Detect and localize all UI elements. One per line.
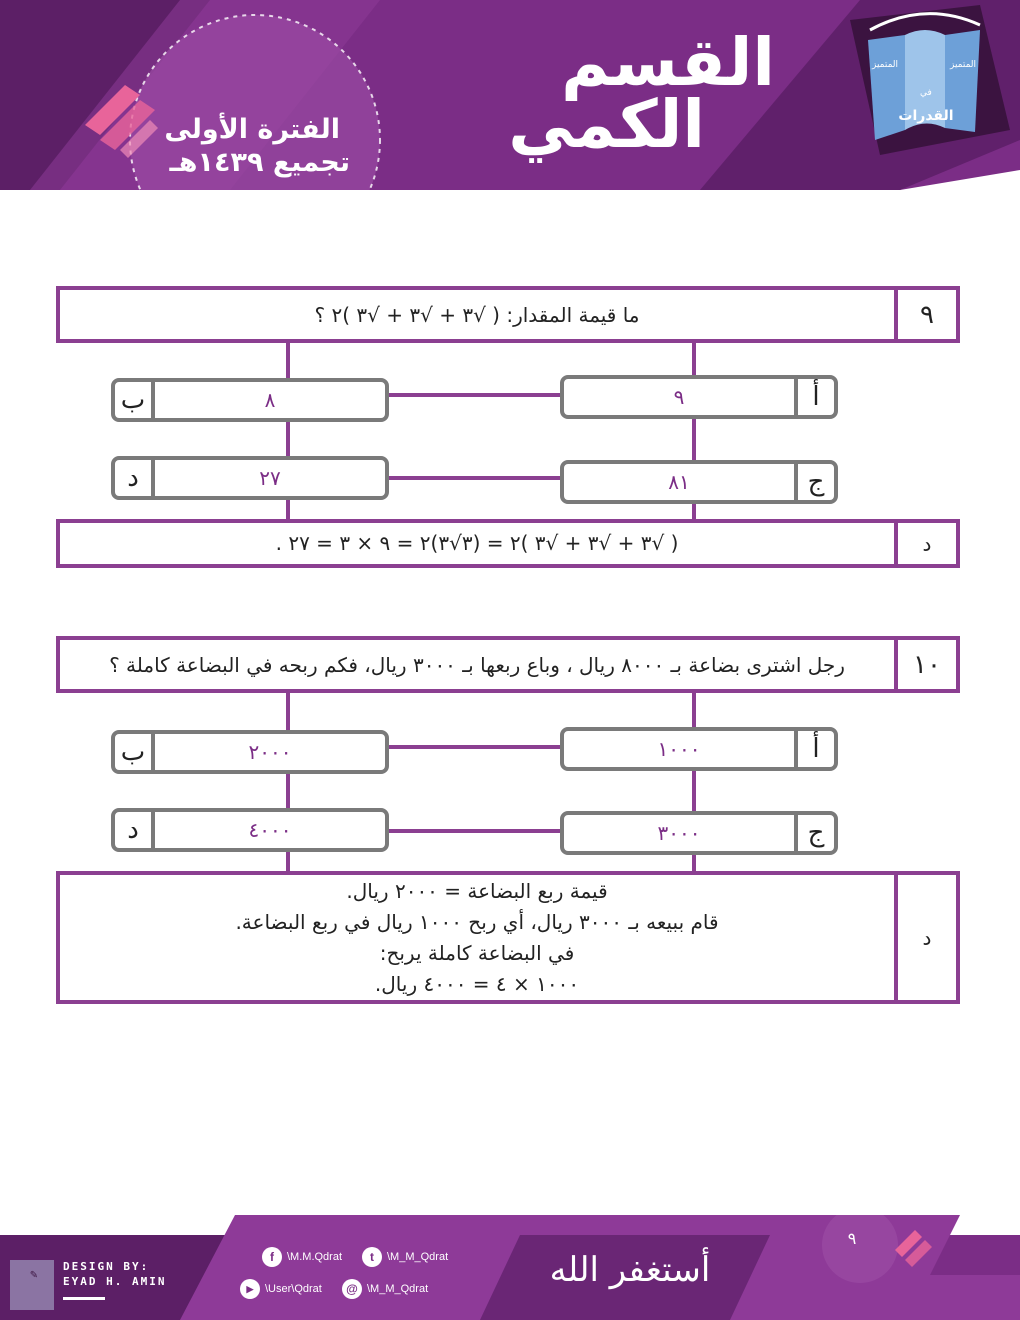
page-number: ٩ bbox=[847, 1229, 857, 1248]
solution-bar bbox=[56, 871, 960, 1004]
social-email[interactable] bbox=[342, 1279, 428, 1299]
design-by-label: DESIGN BY: bbox=[63, 1260, 150, 1273]
social-handle: \User\Qdrat bbox=[265, 1283, 322, 1295]
solution-line: ( √٣ + √٣ + √٣ )٢ = (٣√٣)٢ = ٩ × ٣ = ٢٧ . bbox=[275, 531, 679, 555]
question-bar bbox=[56, 636, 960, 693]
calligraphy: أستغفر الله bbox=[549, 1250, 711, 1290]
option-letter: أ bbox=[794, 379, 834, 415]
period-label: الفترة الأولى bbox=[164, 114, 340, 145]
social-handle: \M.M.Qdrat bbox=[287, 1251, 343, 1263]
facebook-icon: f bbox=[262, 1247, 282, 1267]
question-text: رجل اشترى بضاعة بـ ٨٠٠٠ ريال ، وباع ربعها بـ ٣٠٠٠ ريال، فكم ربحه في البضاعة كاملة ؟ bbox=[109, 652, 845, 677]
social-twitter[interactable] bbox=[362, 1247, 448, 1267]
title-line1: القسم bbox=[561, 24, 775, 101]
option-value: ٨١ bbox=[668, 470, 690, 494]
solution-text bbox=[60, 523, 894, 564]
option-b[interactable] bbox=[111, 378, 389, 422]
option-value: ٤٠٠٠ bbox=[248, 818, 292, 842]
option-value: ١٠٠٠ bbox=[657, 737, 701, 761]
question-number: ١٠ bbox=[894, 640, 956, 689]
page-header bbox=[0, 0, 1020, 190]
option-c[interactable] bbox=[560, 811, 838, 855]
solution-line: قام ببيعه بـ ٣٠٠٠ ريال، أي ربح ١٠٠٠ ريال في ربع البضاعة. bbox=[235, 909, 719, 934]
logo-side-middle: في bbox=[920, 88, 932, 98]
social-handle: \M_M_Qdrat bbox=[367, 1283, 429, 1295]
option-value: ٣٠٠٠ bbox=[657, 821, 701, 845]
option-c[interactable] bbox=[560, 460, 838, 504]
question-number: ٩ bbox=[894, 290, 956, 339]
option-value: ٨ bbox=[264, 388, 276, 412]
option-d[interactable] bbox=[111, 456, 389, 500]
option-b[interactable] bbox=[111, 730, 389, 774]
solution-line: في البضاعة كاملة يربح: bbox=[379, 940, 575, 965]
designer-signature-icon: ✎ bbox=[29, 1270, 39, 1281]
option-value: ٩ bbox=[673, 385, 685, 409]
social-handle: \M_M_Qdrat bbox=[387, 1251, 449, 1263]
option-letter: د bbox=[115, 812, 155, 848]
option-a[interactable] bbox=[560, 727, 838, 771]
option-letter: ج bbox=[794, 815, 834, 851]
option-letter: ج bbox=[794, 464, 834, 500]
social-youtube[interactable] bbox=[240, 1279, 322, 1299]
youtube-icon: ▶ bbox=[240, 1279, 260, 1299]
option-letter: د bbox=[115, 460, 155, 496]
title-line2: الكمي bbox=[508, 86, 705, 163]
collection-year: تجميع ١٤٣٩هـ bbox=[169, 147, 350, 178]
page-footer bbox=[0, 1215, 1020, 1320]
logo-side-right: المتميز bbox=[950, 60, 977, 70]
answer-letter: د bbox=[894, 523, 956, 564]
logo-text: القدرات bbox=[898, 108, 954, 124]
solution-line: قيمة ربع البضاعة = ٢٠٠٠ ريال. bbox=[346, 878, 608, 903]
footer-background bbox=[0, 1215, 1020, 1320]
answer-letter: د bbox=[894, 875, 956, 1000]
twitter-icon: t bbox=[362, 1247, 382, 1267]
option-value: ٢٧ bbox=[259, 466, 281, 490]
question-bar bbox=[56, 286, 960, 343]
solution-text bbox=[60, 875, 894, 1000]
option-letter: ب bbox=[115, 734, 155, 770]
option-letter: أ bbox=[794, 731, 834, 767]
social-facebook[interactable] bbox=[262, 1247, 342, 1267]
option-d[interactable] bbox=[111, 808, 389, 852]
designer-name: EYAD H. AMIN bbox=[63, 1275, 167, 1288]
solution-line: ١٠٠٠ × ٤ = ٤٠٠٠ ريال. bbox=[374, 971, 580, 996]
option-a[interactable] bbox=[560, 375, 838, 419]
logo-side-left: المتميز bbox=[872, 60, 899, 70]
option-letter: ب bbox=[115, 382, 155, 418]
question-text: ما قيمة المقدار: ( √٣ + √٣ + √٣ )٢ ؟ bbox=[314, 302, 640, 327]
solution-bar bbox=[56, 519, 960, 568]
option-value: ٢٠٠٠ bbox=[248, 740, 292, 764]
at-icon: @ bbox=[342, 1279, 362, 1299]
